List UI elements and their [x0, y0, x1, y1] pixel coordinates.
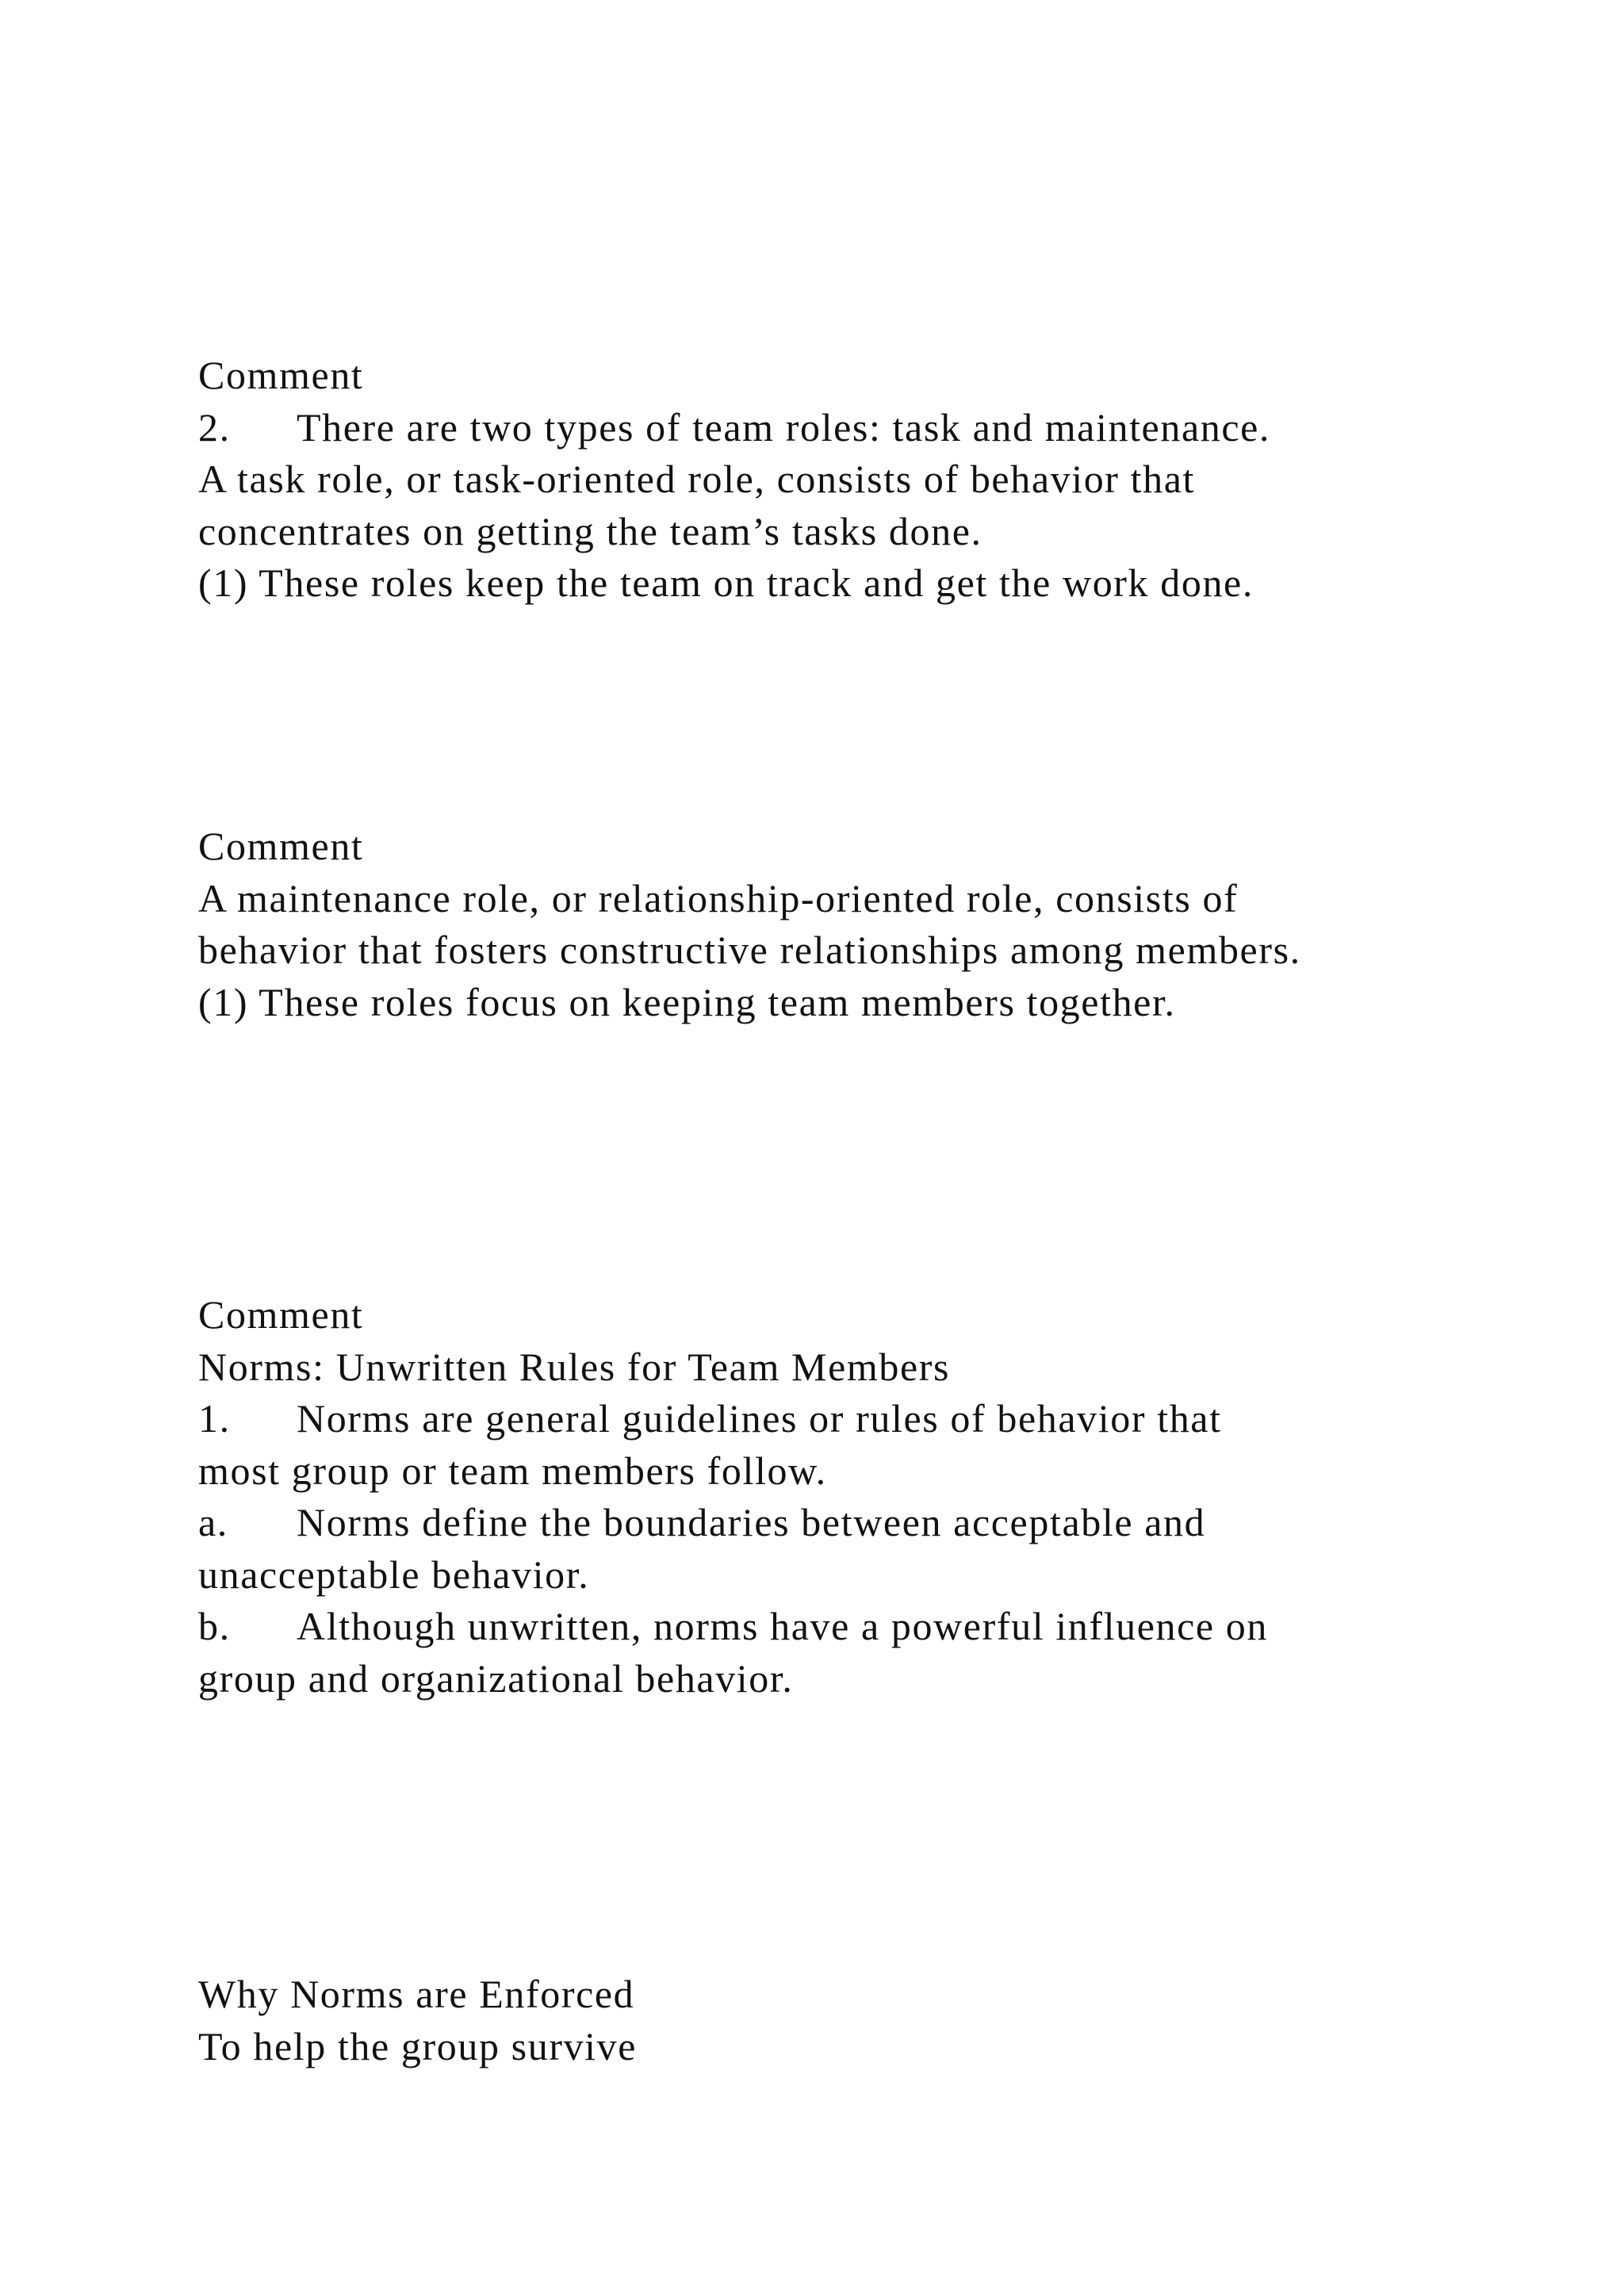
line-text: Norms define the boundaries between acceptable and [297, 1500, 1206, 1544]
text-line: concentrates on getting the team’s tasks done. [198, 508, 982, 553]
list-number: 2. [198, 404, 231, 450]
line-text: There are two types of team roles: task and maintenance. [297, 404, 1271, 450]
list-number: 1. [198, 1396, 231, 1441]
text-line: A task role, or task-oriented role, consists of behavior that [198, 457, 1196, 501]
numbered-line [198, 1393, 1546, 1445]
numbered-line [198, 402, 1546, 454]
block-heading: Comment [198, 1292, 364, 1337]
text-line: most group or team members follow. [198, 1448, 827, 1493]
block-heading: Comment [198, 824, 364, 868]
comment-block-norms [198, 1289, 1546, 1705]
text-line: (1) These roles focus on keeping team members together. [198, 979, 1176, 1024]
text-line: group and organizational behavior. [198, 1655, 794, 1701]
text-line: (1) These roles keep the team on track and get the work done. [198, 561, 1254, 605]
text-line: Norms: Unwritten Rules for Team Members [198, 1344, 951, 1389]
block-heading: Comment [198, 353, 364, 397]
text-line: To help the group survive [198, 2023, 638, 2068]
comment-block-maintenance-role [198, 821, 1546, 1028]
numbered-line [198, 1601, 1546, 1653]
norms-enforced-block [198, 1969, 1546, 2072]
numbered-line [198, 1497, 1546, 1549]
comment-block-task-roles [198, 350, 1546, 610]
list-letter: a. [198, 1500, 228, 1544]
list-letter: b. [198, 1604, 231, 1648]
block-heading: Why Norms are Enforced [198, 1972, 635, 2016]
line-text: Norms are general guidelines or rules of behavior that [297, 1396, 1222, 1441]
text-line: A maintenance role, or relationship-oriented role, consists of [198, 875, 1239, 920]
text-line: unacceptable behavior. [198, 1552, 590, 1597]
text-line: behavior that fosters constructive relationships among members. [198, 928, 1301, 972]
line-text: Although unwritten, norms have a powerful influence on [297, 1604, 1268, 1648]
